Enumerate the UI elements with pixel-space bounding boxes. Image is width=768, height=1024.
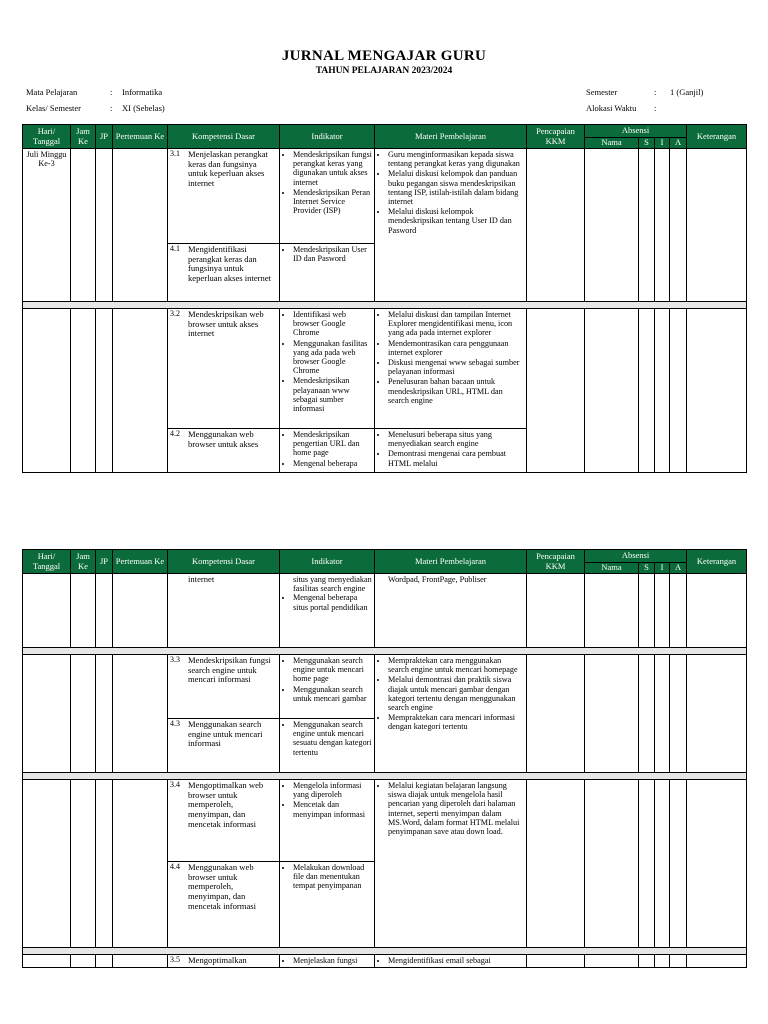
kd-cell: 4.4 Menggunakan web browser untuk memperoleh, menyimpan, dan mencetak informasi (168, 862, 280, 948)
col-indikator: Indikator (280, 550, 375, 574)
col-hari-tanggal: Hari/ Tanggal (23, 125, 71, 149)
col-hari-tanggal: Hari/ Tanggal (23, 550, 71, 574)
materi-cell: • Melalui kegiatan belajaran langsung siswa diajak untuk mengelola hasil pencarian yang diperoleh dari halaman internet, seperti menyimpan dalam MS.Word, dalam format HTML melalui penyimpanan save atau down load. (375, 780, 527, 948)
indikator-cell: • Melakukan download file dan menentukan tempat penyimpanan (280, 862, 375, 948)
col-absensi: Absensi (585, 125, 687, 138)
indikator-cell: • Mendeskripsikan pengertian URL dan home page • Mengenal beberapa (280, 429, 375, 473)
col-jp: JP (96, 550, 113, 574)
materi-cell: • Mengidentifikasi email sebagai (375, 955, 527, 968)
col-keterangan: Keterangan (687, 125, 747, 149)
semester-colon: : (654, 87, 657, 97)
col-materi: Materi Pembelajaran (375, 125, 527, 149)
semester-value: 1 (Ganjil) (670, 87, 704, 97)
indikator-cell: • Menjelaskan fungsi (280, 955, 375, 968)
journal-table-2 (22, 549, 747, 968)
indikator-cell: • Menggunakan search engine untuk mencari sesuatu dengan kategori tertentu (280, 719, 375, 773)
alokasi-colon: : (654, 103, 657, 113)
kd-cell: 3.3 Mendeskripsikan fungsi search engine untuk mencari informasi (168, 655, 280, 719)
kd-cell: 4.2 Menggunakan web browser untuk akses (168, 429, 280, 473)
table-row (23, 574, 747, 648)
semester-label: Semester (586, 87, 618, 97)
mapel-label: Mata Pelajaran (26, 87, 78, 97)
row-separator (23, 302, 747, 309)
col-jam-ke: Jam Ke (71, 125, 96, 149)
hari-cell: Juli Minggu Ke-3 (23, 149, 71, 302)
col-kompetensi-dasar: Kompetensi Dasar (168, 125, 280, 149)
kd-cell: 3.4 Mengoptimalkan web browser untuk memperoleh, menyimpan, dan mencetak informasi (168, 780, 280, 862)
journal-table-1 (22, 124, 747, 473)
col-i: I (655, 138, 670, 149)
materi-cell: • Guru menginformasikan kepada siswa tentang perangkat keras yang digunakan • Melalui diskusi kelompok dan panduan buku pegangan siswa mendeskripsikan tentang ISP, istilah-istilah dalam bidang internet • Melalui diskusi kelompok mendeskripsikan tentang User ID dan Pasword (375, 149, 527, 302)
document-subtitle: TAHUN PELAJARAN 2023/2024 (315, 66, 453, 76)
kd-cell: 3.5 Mengoptimalkan (168, 955, 280, 968)
indikator-cell: • Mendeskripsikan User ID dan Pasword (280, 244, 375, 302)
indikator-cell: situs yang menyediakan fasilitas search engine • Mengenal beberapa situs portal pendidikan (280, 574, 375, 648)
indikator-cell: • Identifikasi web browser Google Chrome • Menggunakan fasilitas yang ada pada web browser Google Chrome • Mendeskripsikan pelayanaan www sebagai sumber informasi (280, 309, 375, 429)
alokasi-label: Alokasi Waktu (586, 103, 637, 113)
mapel-colon: : (110, 87, 113, 97)
kd-cell: 3.1 Menjelaskan perangkat keras dan fungsinya untuk keperluan akses internet (168, 149, 280, 244)
row-separator (23, 948, 747, 955)
row-separator (23, 648, 747, 655)
materi-cell: • Melalui diskusi dan tampilan Internet Explorer mengidentifikasi menu, icon yang ada pada internet explorer • Mendemontrasikan cara penggunaan internet explorer • Diskusi mengenai www sebagai sumber pelayanan informasi • Penelusuran bahan bacaan untuk mendeskripsikan URL, HTML dan search engine (375, 309, 527, 429)
col-a: A (670, 563, 687, 574)
col-keterangan: Keterangan (687, 550, 747, 574)
col-pertemuan-ke: Pertemuan Ke (113, 125, 168, 149)
col-pertemuan-ke: Pertemuan Ke (113, 550, 168, 574)
row-separator (23, 773, 747, 780)
materi-cell: • Mempraktekan cara menggunakan search engine untuk mencari homepage • Melalui demontrasi dan praktik siswa diajak untuk mencari gambar dengan kategori tertentu dengan menggunakan search engine • Mempraktekan cara mencari informasi dengan kategori tertentu (375, 655, 527, 773)
table-row (23, 655, 747, 719)
kd-cell: 4.1 Mengidentifikasi perangkat keras dan fungsinya untuk keperluan akses internet (168, 244, 280, 302)
kelas-colon: : (110, 103, 113, 113)
col-kompetensi-dasar: Kompetensi Dasar (168, 550, 280, 574)
col-pencapaian-kkm: Pencapaian KKM (527, 550, 585, 574)
col-materi: Materi Pembelajaran (375, 550, 527, 574)
materi-cell: • Menelusuri beberapa situs yang menyediakan search engine • Demontrasi mengenai cara pembuat HTML melalui (375, 429, 527, 473)
mapel-value: Informatika (122, 87, 163, 97)
col-a: A (670, 138, 687, 149)
col-jam-ke: Jam Ke (71, 550, 96, 574)
document-title: JURNAL MENGAJAR GURU (281, 48, 487, 64)
indikator-cell: • Mengelola informasi yang diperoleh • Mencetak dan menyimpan informasi (280, 780, 375, 862)
table-row (23, 780, 747, 862)
col-s: S (639, 138, 655, 149)
table-row (23, 309, 747, 429)
col-nama: Nama (585, 563, 639, 574)
col-i: I (655, 563, 670, 574)
indikator-cell: • Menggunakan search engine untuk mencari home page • Menggunakan search untuk mencari gambar (280, 655, 375, 719)
kd-cell: 4.3 Menggunakan search engine untuk mencari informasi (168, 719, 280, 773)
col-jp: JP (96, 125, 113, 149)
col-absensi: Absensi (585, 550, 687, 563)
col-indikator: Indikator (280, 125, 375, 149)
col-nama: Nama (585, 138, 639, 149)
table-row (23, 955, 747, 968)
table-row (23, 149, 747, 244)
materi-cell: Wordpad, FrontPage, Publiser (375, 574, 527, 648)
kd-cell: 3.2 Mendeskripsikan web browser untuk akses internet (168, 309, 280, 429)
indikator-cell: • Mendeskripsikan fungsi perangkat keras yang digunakan untuk akses internet • Mendeskripsikan Peran Internet Service Provider (ISP) (280, 149, 375, 244)
kelas-value: XI (Sebelas) (122, 103, 165, 113)
kd-cell: internet (168, 574, 280, 648)
kelas-label: Kelas/ Semester (26, 103, 81, 113)
col-s: S (639, 563, 655, 574)
col-pencapaian-kkm: Pencapaian KKM (527, 125, 585, 149)
